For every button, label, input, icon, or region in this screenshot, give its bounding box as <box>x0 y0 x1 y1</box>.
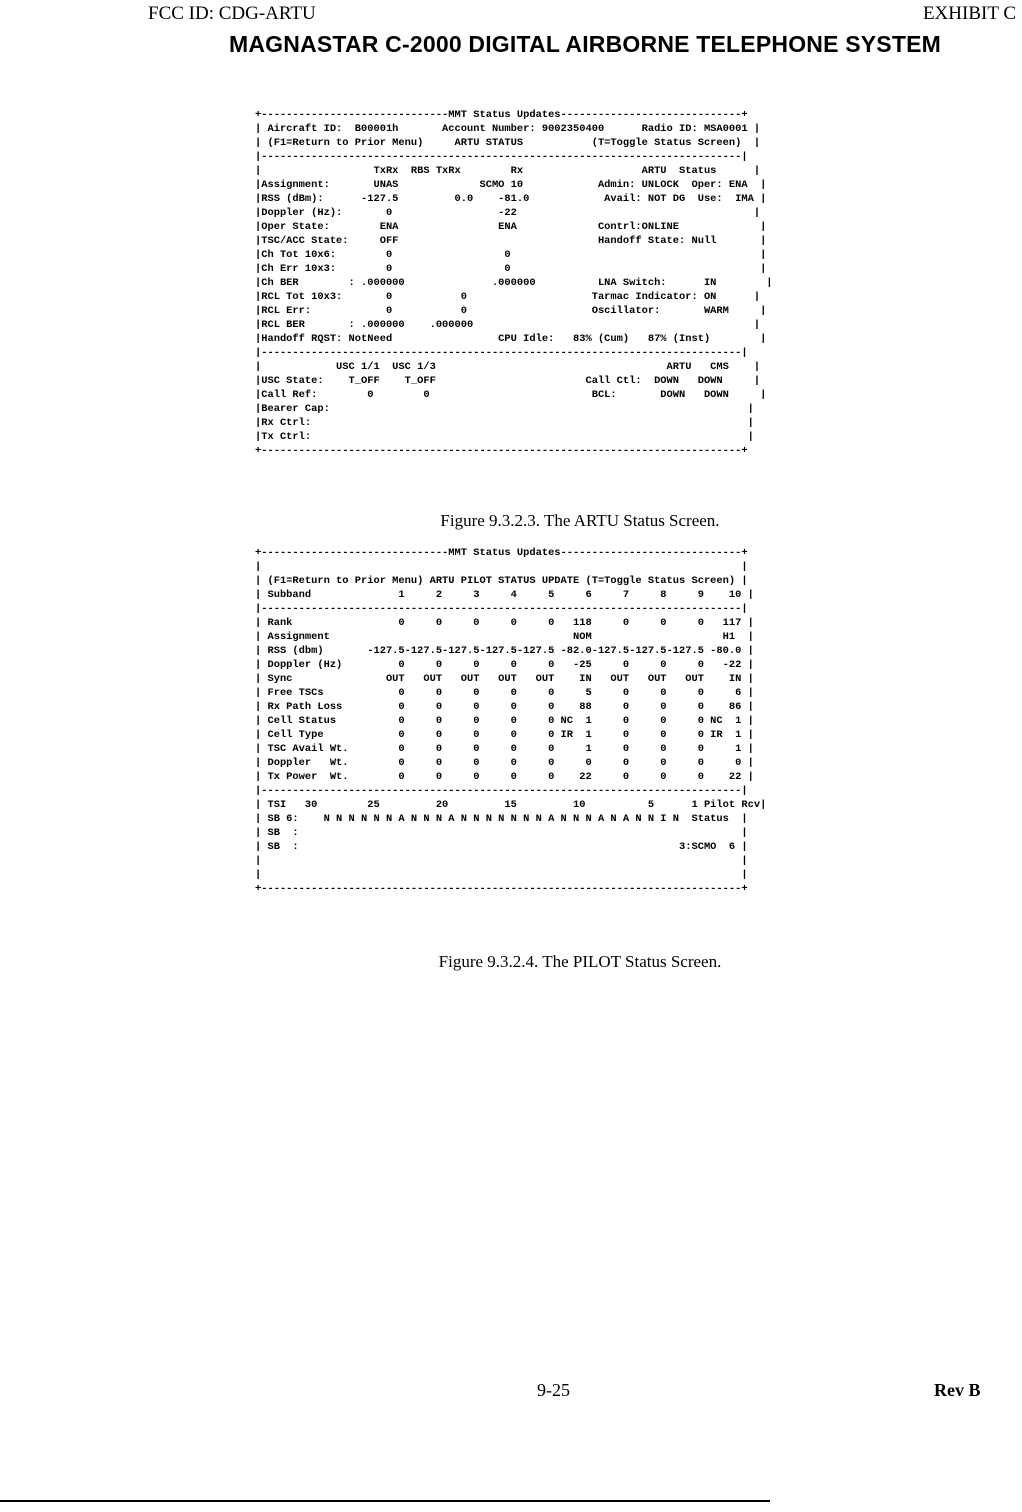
terminal-line: |-----------------------------------------------------------------------------| <box>255 785 748 797</box>
terminal-line: |Oper State: ENA ENA Contrl:ONLINE | <box>255 221 767 233</box>
terminal-line: | USC 1/1 USC 1/3 ARTU CMS | <box>255 361 761 373</box>
terminal-line: | Rx Path Loss 0 0 0 0 0 88 0 0 0 86 | <box>255 701 754 713</box>
terminal-line: |Ch Err 10x3: 0 0 | <box>255 263 767 275</box>
terminal-line: | Sync OUT OUT OUT OUT OUT IN OUT OUT OUT IN | <box>255 673 754 685</box>
terminal-line: | Subband 1 2 3 4 5 6 7 8 9 10 | <box>255 589 754 601</box>
terminal-line: |RCL Err: 0 0 Oscillator: WARM | <box>255 305 767 317</box>
terminal-line: | Aircraft ID: B00001h Account Number: 9002350400 Radio ID: MSA0001 | <box>255 123 761 135</box>
terminal-line: |Handoff RQST: NotNeed CPU Idle: 83% (Cum) 87% (Inst) | <box>255 333 767 345</box>
terminal-line: |TSC/ACC State: OFF Handoff State: Null | <box>255 235 767 247</box>
terminal-line: | Doppler (Hz) 0 0 0 0 0 -25 0 0 0 -22 | <box>255 659 754 671</box>
terminal-line: |-----------------------------------------------------------------------------| <box>255 151 748 163</box>
terminal-line: +------------------------------MMT Status Updates-----------------------------+ <box>255 109 748 121</box>
terminal-line: | RSS (dbm) -127.5-127.5-127.5-127.5-127.5 -82.0-127.5-127.5-127.5 -80.0 | <box>255 645 754 657</box>
terminal-line: |RCL BER : .000000 .000000 | <box>255 319 761 331</box>
terminal-line: | TxRx RBS TxRx Rx ARTU Status | <box>255 165 761 177</box>
terminal-line: |RSS (dBm): -127.5 0.0 -81.0 Avail: NOT DG Use: IMA | <box>255 193 767 205</box>
terminal-line: | (F1=Return to Prior Menu) ARTU PILOT STATUS UPDATE (T=Toggle Status Screen) | <box>255 575 748 587</box>
document-title: MAGNASTAR C-2000 DIGITAL AIRBORNE TELEPHONE SYSTEM <box>229 31 941 57</box>
terminal-line: |-----------------------------------------------------------------------------| <box>255 347 748 359</box>
terminal-line: | SB : 3:SCMO 6 | <box>255 841 748 853</box>
terminal-line: +-----------------------------------------------------------------------------+ <box>255 445 748 457</box>
terminal-line: | SB : | <box>255 827 748 839</box>
terminal-line: |USC State: T_OFF T_OFF Call Ctl: DOWN DOWN | <box>255 375 761 387</box>
fcc-id: FCC ID: CDG-ARTU <box>148 3 316 24</box>
terminal-line: | TSI 30 25 20 15 10 5 1 Pilot Rcv| <box>255 799 767 811</box>
terminal-line: |Ch Tot 10x6: 0 0 | <box>255 249 767 261</box>
terminal-line: | | <box>255 869 748 881</box>
terminal-line: |Doppler (Hz): 0 -22 | <box>255 207 761 219</box>
terminal-line: |Ch BER : .000000 .000000 LNA Switch: IN | <box>255 277 773 289</box>
terminal-line: | Cell Status 0 0 0 0 0 NC 1 0 0 0 NC 1 | <box>255 715 754 727</box>
pilot-status-screen <box>255 546 907 920</box>
terminal-line: |Tx Ctrl: | <box>255 431 754 443</box>
terminal-line: |Rx Ctrl: | <box>255 417 754 429</box>
terminal-line: | (F1=Return to Prior Menu) ARTU STATUS (T=Toggle Status Screen) | <box>255 137 761 149</box>
terminal-line: |Assignment: UNAS SCMO 10 Admin: UNLOCK Oper: ENA | <box>255 179 767 191</box>
terminal-line: | SB 6: N N N N N N A N N N A N N N N N N N A N N N A N A N N I N Status | <box>255 813 748 825</box>
terminal-line: |Call Ref: 0 0 BCL: DOWN DOWN | <box>255 389 767 401</box>
terminal-line: +------------------------------MMT Status Updates-----------------------------+ <box>255 547 748 559</box>
terminal-line: | | <box>255 561 748 573</box>
terminal-line: | Tx Power Wt. 0 0 0 0 0 22 0 0 0 22 | <box>255 771 754 783</box>
figure-caption-artu: Figure 9.3.2.3. The ARTU Status Screen. <box>440 511 720 530</box>
terminal-line: | Rank 0 0 0 0 0 118 0 0 0 117 | <box>255 617 754 629</box>
terminal-line: |-----------------------------------------------------------------------------| <box>255 603 748 615</box>
terminal-line: | TSC Avail Wt. 0 0 0 0 0 1 0 0 0 1 | <box>255 743 754 755</box>
figure-caption-pilot: Figure 9.3.2.4. The PILOT Status Screen. <box>438 952 722 971</box>
page-number: 9-25 <box>537 1380 570 1400</box>
terminal-line: | Assignment NOM H1 | <box>255 631 754 643</box>
terminal-line: | | <box>255 855 748 867</box>
terminal-line: |RCL Tot 10x3: 0 0 Tarmac Indicator: ON | <box>255 291 761 303</box>
revision-label: Rev B <box>934 1380 981 1400</box>
artu-status-screen <box>255 108 907 494</box>
exhibit-label: EXHIBIT C <box>922 3 1016 24</box>
terminal-line: +-----------------------------------------------------------------------------+ <box>255 883 748 895</box>
terminal-line: | Cell Type 0 0 0 0 0 IR 1 0 0 0 IR 1 | <box>255 729 754 741</box>
bottom-rule <box>0 1500 770 1502</box>
terminal-line: | Free TSCs 0 0 0 0 0 5 0 0 0 6 | <box>255 687 754 699</box>
terminal-line: | Doppler Wt. 0 0 0 0 0 0 0 0 0 0 | <box>255 757 754 769</box>
terminal-line: |Bearer Cap: | <box>255 403 754 415</box>
